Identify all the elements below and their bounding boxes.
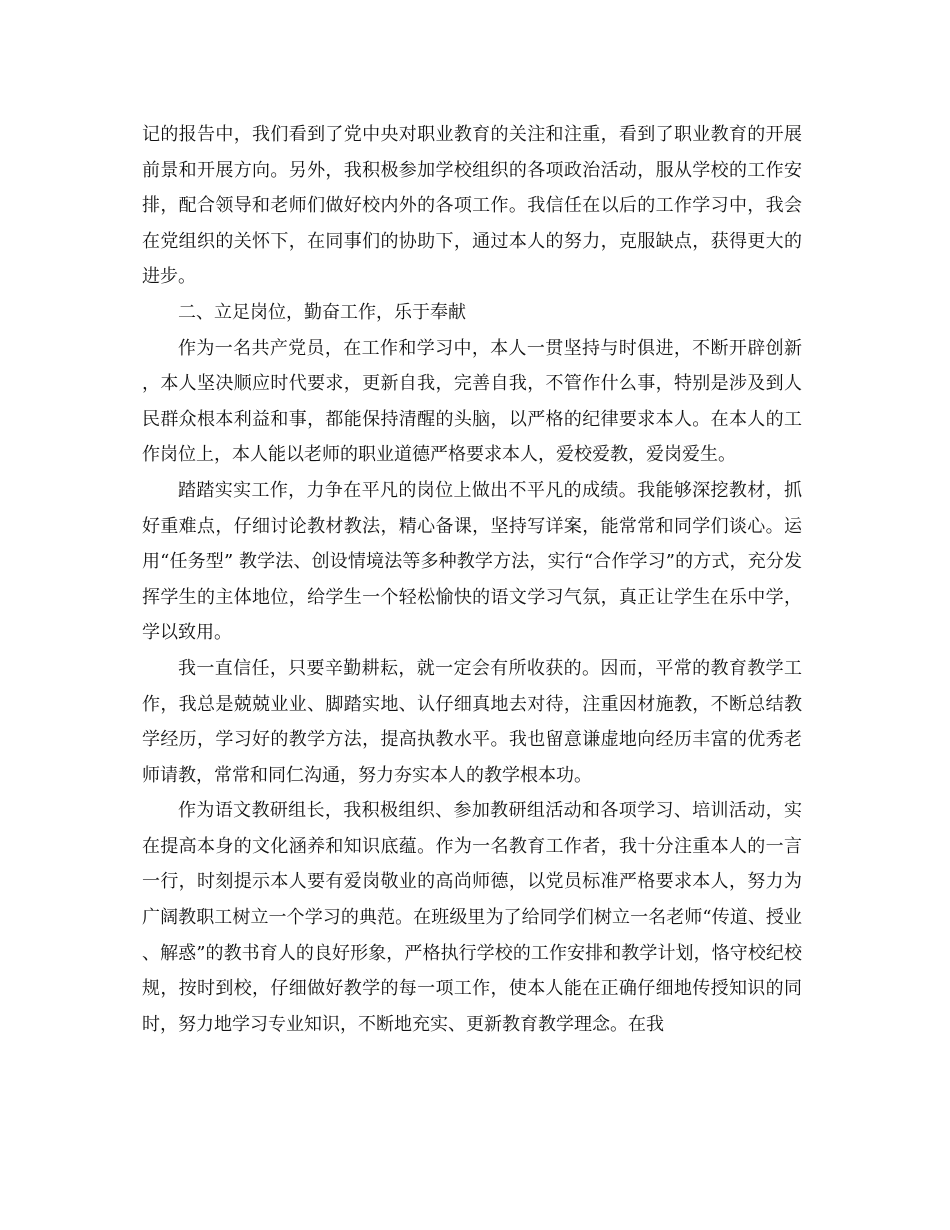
paragraph: 我一直信任，只要辛勤耕耘，就一定会有所收获的。因而，平常的教育教学工作，我总是兢兢业业、脚踏实地、认仔细真地去对待，注重因材施教，不断总结教学经历，学习好的教学方法，提高执教水平。我也留意谦虚地向经历丰富的优秀老师请教，常常和同仁沟通，努力夯实本人的教学根本功。 — [142, 657, 802, 786]
paragraph: 踏踏实实工作，力争在平凡的岗位上做出不平凡的成绩。我能够深挖教材，抓好重难点，仔细讨论教材教法，精心备课，坚持写详案，能常常和同学们谈心。运用“任务型” 教学法、创设情境法等多种教学方法，实行“合作学习”的方式，充分发挥学生的主体地位，给学生一个轻松愉快的语文学习气氛，真正让学生在乐中学，学以致用。 — [142, 479, 802, 644]
paragraph-continuation: 记的报告中，我们看到了党中央对职业教育的关注和注重，看到了职业教育的开展前景和开展方向。另外，我积极参加学校组织的各项政治活动，服从学校的工作安排，配合领导和老师们做好校内外的各项工作。我信任在以后的工作学习中，我会在党组织的关怀下，在同事们的协助下，通过本人的努力，克服缺点，获得更大的进步。 — [142, 124, 802, 288]
paragraph: 作为语文教研组长，我积极组织、参加教研组活动和各项学习、培训活动，实在提高本身的文化涵养和知识底蕴。作为一名教育工作者，我十分注重本人的一言一行，时刻提示本人要有爱岗敬业的高尚师德，以党员标准严格要求本人，努力为广阔教职工树立一个学习的典范。在班级里为了给同学们树立一名老师“传道、授业、解惑”的教书育人的良好形象，严格执行学校的工作安排和教学计划，恪守校纪校规，按时到校，仔细做好教学的每一项工作，使本人能在正确仔细地传授知识的同时，努力地学习专业知识，不断地充实、更新教育教学理念。在我 — [142, 800, 802, 1035]
section-heading: 二、立足岗位，勤奋工作，乐于奉献 — [178, 301, 466, 323]
paragraph: 作为一名共产党员，在工作和学习中，本人一贯坚持与时俱进，不断开辟创新，本人坚决顺应时代要求，更新自我，完善自我，不管作什么事，特别是涉及到人民群众根本利益和事，都能保持清醒的头脑，以严格的纪律要求本人。在本人的工作岗位上，本人能以老师的职业道德严格要求本人，爱校爱教，爱岗爱生。 — [142, 337, 802, 466]
document-body — [142, 117, 802, 1042]
